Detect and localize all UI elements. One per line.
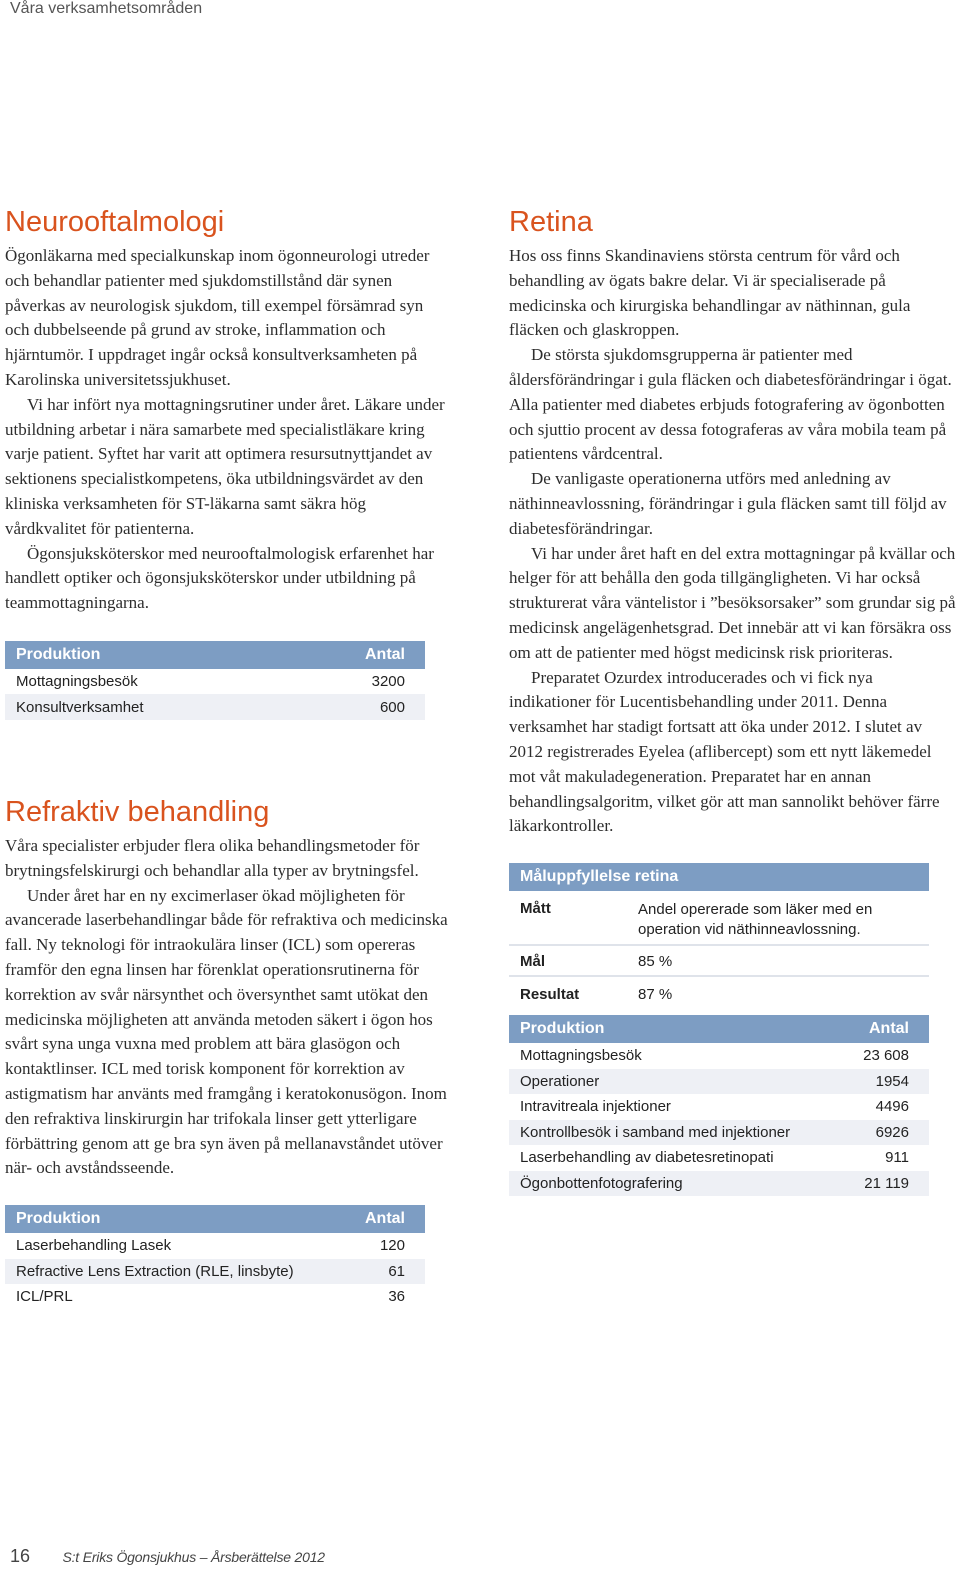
production-table-refraktiv	[5, 1205, 425, 1310]
row-value: 600	[290, 694, 425, 720]
goal-value: Andel opererade som läker med en operation vid näthinneavlossning.	[638, 901, 873, 939]
running-head: Våra verksamhetsområden	[10, 0, 203, 17]
right-column	[509, 204, 956, 1196]
row-label: Refractive Lens Extraction (RLE, linsbyte)	[5, 1259, 345, 1285]
page-number: 16	[10, 1546, 31, 1566]
row-value: 4496	[875, 1098, 909, 1116]
goal-table-retina	[509, 863, 929, 1015]
column-header-produktion: Produktion	[509, 1015, 841, 1043]
table-row	[5, 669, 425, 695]
paragraph: Vi har infört nya mottagningsrutiner under året. Läkare under utbildning arbetar i nära samarbete med specialistläkare kring varje patient. Syftet har varit att optimera resursutnyttjandet av sektionens specialistkompetens, öka utbildningsvärdet av den kliniska verksamheten för ST-läkarna samt säkra hög vårdkvalitet för patienterna.	[5, 394, 445, 538]
row-label: Laserbehandling Lasek	[16, 1237, 172, 1255]
row-value: 61	[345, 1259, 425, 1285]
table-row	[509, 1069, 929, 1095]
paragraph: Våra specialister erbjuder flera olika behandlingsmetoder för brytningsfelskirurgi och behandlar alla typer av brytningsfel.	[5, 835, 420, 880]
page-footer	[10, 1546, 325, 1567]
column-header-produktion: Produktion	[5, 641, 290, 669]
production-table-neuro	[5, 641, 425, 720]
production-table-retina	[509, 1015, 929, 1196]
row-value: 6926	[841, 1120, 929, 1146]
goal-value: 87 %	[638, 986, 673, 1004]
row-value: 3200	[371, 673, 405, 691]
row-label: Intravitreala injektioner	[520, 1098, 671, 1116]
paragraph: Under året har en ny excimerlaser ökad möjligheten för avancerade laserbehandlingar både för refraktiva och medicinska fall. Ny teknologi för intraokulära linser (ICL) som opereras framför den egna linsen har förenklat operationsrutinerna för korrektion av svår närsynthet och översynthet samt utökat den medicinska möjligheten att använda metoden säkert i ögon hos svårt syna unga vuxna med problem att bära glasögon och kontaktlinser. ICL med torisk komponent för korrektion av astigmatism har använts med framgång i keratokonusögon. Inom den refraktiva linskirurgin har trifokala linser gett ytterligare förbättring genom att ge bra syn även på mellanavståndet utöver när- och avståndsseende.	[5, 885, 448, 1178]
row-label: Mottagningsbesök	[16, 673, 138, 691]
table-row	[509, 1120, 929, 1146]
left-column	[5, 204, 450, 1310]
table-row	[509, 1145, 929, 1171]
paragraph: Vi har under året haft en del extra mottagningar på kvällar och helger för att behålla den goda tillgängligheten. Vi har också strukturerat våra väntelistor i ”besöksorsaker” som grundar sig på medicinsk angelägenhetsgrad. Det innebär att vi kan försäkra oss om att de patienter med högst medicinsk risk prioriteras.	[509, 543, 956, 662]
goal-value: 85 %	[638, 953, 673, 971]
paragraph: De vanligaste operationerna utförs med anledning av näthinneavlossning, förändringar i gula fläcken samt till följd av diabetesförändringar.	[509, 469, 947, 538]
row-label: Mottagningsbesök	[520, 1047, 642, 1065]
row-value: 1954	[841, 1069, 929, 1095]
section-retina	[509, 204, 956, 1196]
column-header-antal: Antal	[290, 641, 425, 669]
section-refraktiv-behandling	[5, 794, 450, 1310]
goal-row-resultat	[509, 977, 929, 1015]
table-row	[5, 1259, 425, 1285]
paragraph: Ögonläkarna med specialkunskap inom ögonneurologi utreder och behandlar patienter med sjukdomstillstånd där synen påverkas av neurologisk sjukdom, till exempel försämrad syn och dubbelseende på grund av stroke, inflammation och hjärntumör. I uppdraget ingår också konsultverksamheten på Karolinska universitetssjukhuset.	[5, 246, 430, 389]
table-row	[509, 1094, 929, 1120]
goal-label: Resultat	[520, 986, 580, 1004]
row-value: 911	[885, 1149, 909, 1167]
row-value: 21 119	[841, 1171, 929, 1197]
table-row	[509, 1043, 929, 1069]
goal-row-matt	[509, 891, 929, 946]
section-neurooftalmologi	[5, 204, 450, 720]
table-header-row	[5, 1205, 425, 1233]
row-label: ICL/PRL	[16, 1288, 73, 1306]
row-label: Ögonbottenfotografering	[509, 1171, 841, 1197]
publication-title: S:t Eriks Ögonsjukhus – Årsberättelse 2012	[62, 1549, 325, 1565]
paragraph: Hos oss finns Skandinaviens största centrum för vård och behandling av ögats bakre delar. Vi är specialiserade på medicinska och kirurgiska behandlingar av näthinnan, gula fläcken och glaskroppen.	[509, 246, 911, 340]
section-title-refraktiv-behandling: Refraktiv behandling	[5, 795, 270, 828]
row-value: 23 608	[863, 1047, 909, 1065]
goal-label: Mått	[520, 900, 551, 918]
paragraph: De största sjukdomsgrupperna är patienter med åldersförändringar i gula fläcken och diabetesförändringar i ögat. Alla patienter med diabetes erbjuds fotografering av ögonbotten och sjuttio procent av dessa fotograferas av våra mobila team på patientens vårdcentral.	[509, 345, 952, 464]
goal-table-title: Måluppfyllelse retina	[509, 863, 929, 891]
paragraph: Preparatet Ozurdex introducerades och vi fick nya indikationer för Lucentisbehandling under 2011. Denna verksamhet har stadigt fortsatt att öka under 2012. I slutet av 2012 registrerades Eyelea (aflibercept) som ett nytt läkemedel mot våt makuladegeneration. Preparatet har en annan behandlingsalgoritm, vilket gör att man sannolikt behöver färre läkarkontroller.	[509, 667, 940, 836]
paragraph: Ögonsjuksköterskor med neurooftalmologisk erfarenhet har handlett optiker och ögonsjuksköterskor under utbildning på teammottagningarna.	[5, 543, 434, 613]
row-label: Konsultverksamhet	[5, 694, 290, 720]
row-label: Laserbehandling av diabetesretinopati	[520, 1149, 774, 1167]
column-header-produktion: Produktion	[5, 1205, 345, 1233]
table-header-row	[5, 641, 425, 669]
row-label: Operationer	[509, 1069, 841, 1095]
goal-row-mal	[509, 946, 929, 977]
table-row	[509, 1171, 929, 1197]
goal-label: Mål	[520, 953, 546, 971]
section-title-retina: Retina	[509, 206, 593, 238]
table-header-row	[509, 1015, 929, 1043]
column-header-antal: Antal	[841, 1015, 929, 1043]
row-label: Kontrollbesök i samband med injektioner	[509, 1120, 841, 1146]
section-title-neurooftalmologi: Neurooftalmologi	[5, 206, 225, 238]
table-row	[5, 694, 425, 720]
row-value: 36	[388, 1288, 405, 1306]
table-row	[5, 1284, 425, 1310]
column-header-antal: Antal	[345, 1205, 425, 1233]
table-row	[5, 1233, 425, 1259]
row-value: 120	[379, 1237, 405, 1255]
